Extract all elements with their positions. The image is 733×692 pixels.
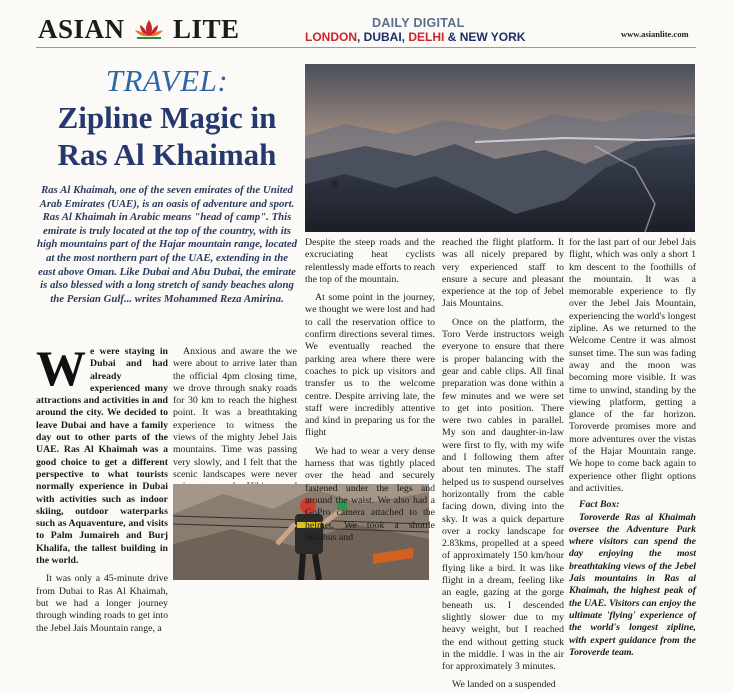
fact-box-text: Toroverde Ras al Khaimah oversee the Adventure Park where visitors can spend the day enjoying the most breathtaking views of the Jebel Jais mountains in Ras al Khaimah, the highest peak of the UAE. Visitors can enjoy the ultimate 'flying' experience of the world's longest zipline, with expert guidance from the Toroverde team. bbox=[569, 511, 696, 658]
edition-cities bbox=[305, 30, 525, 44]
article-title: Zipline Magic in Ras Al Khaimah bbox=[57, 100, 277, 172]
paragraph: At some point in the journey, we thought we were lost and had to call the reservation office to confirm directions several times. We eventually reached the parking area where there were coaches to pick up visitors and transfer us to the welcome centre. Despite arriving late, the staff were incredibly attentive and kind in preparing us for the flight bbox=[305, 292, 435, 439]
city-name: NEW YORK bbox=[459, 30, 526, 44]
city-name: DELHI bbox=[408, 30, 445, 44]
city-separator: & bbox=[444, 30, 460, 44]
paragraph: Once on the platform, the Toro Verde instructors weigh everyone to ensure that there is proper balancing with the gear and cable clips. All final preparation was done within a few minutes and we were set to get into position. There were two cables in parallel. My son and daughter-in-law were first to fly, with my wife and I following them after about ten minutes. The staff helped us to suspend ourselves horizontally from the cable facing down, diving into the sky. It was a quick departure over a rocky landscape for 2.83kms, propelled at a speed of approximately 150 km/hour flying like a bird. It was like flight in a dream, feeling like an eagle, gazing at the gorge beneath us. I descended slightly slower due to my heavy weight, but I reached the end without getting stuck in the middle. I was in the air for approximately 3 minutes. bbox=[442, 316, 564, 673]
paragraph: We landed on a suspended bbox=[452, 679, 556, 691]
article-column-1 bbox=[36, 340, 168, 635]
city-name: DUBAI bbox=[363, 30, 402, 44]
logo-text-right: LITE bbox=[173, 14, 240, 44]
logo-text-left: ASIAN bbox=[38, 14, 125, 44]
paragraph: Despite the steep roads and the excruciating heat cyclists relentlessly made efforts to reach the top of the mountain. bbox=[305, 237, 435, 285]
masthead-divider bbox=[36, 47, 696, 48]
drop-cap: W bbox=[36, 340, 86, 396]
lead-paragraph: e were staying in Dubai and had already experienced many attractions and activities in and around the city. We decided to leave Dubai and have a family day out to other parts of the UAE. Ras Al Khaimah was a good choice to get a different perspective to what tourists normally experience in Dubai with activities such as indoor skiing, outdoor waterparks such as Aquaventure, and visits to Palm Jumaireh and Burj Khalifa, the tallest building in the world. bbox=[36, 346, 168, 567]
city-separator: , bbox=[401, 30, 409, 44]
article-column-3 bbox=[305, 237, 435, 544]
edition-label: DAILY DIGITAL bbox=[372, 16, 465, 30]
section-kicker: TRAVEL: bbox=[105, 63, 229, 98]
city-separator: , bbox=[357, 30, 364, 44]
masthead-logo bbox=[38, 14, 240, 47]
paragraph: Anxious and aware the we were about to arrive later than the official 4pm closing time, we drove through snaky roads for 30 km to reach the highest point. It was a breathtaking experience to witness the views of the mighty Jebel Jais mountains. Time was passing very slowly, and I felt that the scenic landscapes were never bbox=[173, 346, 297, 480]
fact-box-title: Fact Box: bbox=[579, 499, 620, 511]
website-url[interactable]: www.asianlite.com bbox=[621, 29, 689, 39]
paragraph: reached the flight platform. It was all nicely prepared by very experienced staff to ensure a secure and pleasant experience at the top of Jebel Jais Mountains. bbox=[442, 237, 564, 310]
article-column-5 bbox=[569, 237, 696, 659]
paragraph: We had to wear a very dense harness that was tightly placed over the head and securely fastened under the legs and around the waist. We also had a GoPro camera attached to the helmet. We took a shuttle minibus and bbox=[305, 445, 435, 543]
lotus-logo-icon bbox=[134, 16, 164, 47]
article-standfirst: Ras Al Khaimah, one of the seven emirates of the United Arab Emirates (UAE), is an oasis of adventure and sport. Ras Al Khaimah in Arabic means "head of camp". This emirate is truly located at the top of the country, with its high mountains part of the Hajar mountain range, located at the most northern part of the UAE, extending in the east above Oman. Like Dubai and Abu Dubai, the emirate is also blessed with a long stretch of sandy beaches along the Persian Gulf... writes Mohammed Reza Amirina. bbox=[36, 184, 298, 305]
paragraph: It was only a 45-minute drive from Dubai to Ras Al Khaimah, but we had a longer journey through winding roads to get into the Jebel Jais Mountain range, a bbox=[36, 573, 168, 634]
city-name: LONDON bbox=[305, 30, 357, 44]
article-column-4 bbox=[442, 237, 564, 692]
paragraph: for the last part of our Jebel Jais flight, which was only a short 1 km descent to the foothills of the mountain. It was a memorable experience to fly over the Jebel Jais Mountain, experiencing the world's longest zipline. As we returned to the Welcome Centre it was almost sunset time. The sun was fading away and the moon was becoming more visible. It was time to unwind, standing by the viewing platform, getting a glance of the far horizon. Toroverde promises more and more adventures over the vistas of the Hajar Mountain range. We hope to come back again to experience other flight options and activities. bbox=[569, 237, 696, 494]
mountain-dusk-photo bbox=[305, 64, 695, 232]
